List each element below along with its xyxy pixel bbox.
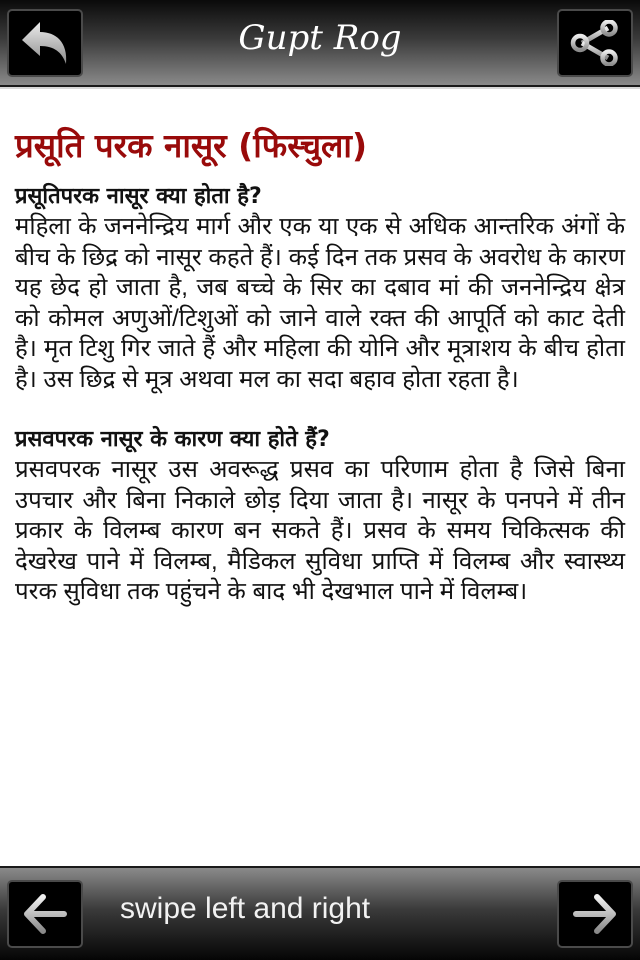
previous-button[interactable] bbox=[7, 880, 83, 948]
article-title: प्रसूति परक नासूर (फिस्चुला) bbox=[15, 126, 368, 165]
arrow-right-icon bbox=[571, 892, 619, 936]
section-what-is bbox=[15, 182, 625, 395]
arrow-left-icon bbox=[21, 892, 69, 936]
share-icon bbox=[570, 20, 620, 66]
section-heading: प्रसवपरक नासूर के कारण क्या होते हैं? bbox=[15, 427, 330, 452]
section-body: प्रसवपरक नासूर उस अवरूद्ध प्रसव का परिणाम होता है जिसे बिना उपचार और बिना निकाले छोड़ दिया जाता है। नासूर के पनपने में तीन प्रकार के विलम्ब कारण बन सकते हैं। प्रसव के समय चिकित्सक की देखरेख पाने में विलम्ब, मैडिकल सुविधा प्राप्ति में विलम्ब और स्वास्थ्य परक सुविधा तक पहुंचने के बाद भी देखभाल पाने में विलम्ब। bbox=[15, 456, 625, 605]
section-causes bbox=[15, 425, 625, 608]
section-body: महिला के जननेन्द्रिय मार्ग और एक या एक से अधिक आन्तरिक अंगों के बीच के छिद्र को नासूर कहते हैं। कई दिन तक प्रसव के अवरोध के कारण यह छेद हो जाता है, जब बच्चे के सिर का दबाव मां की जननेन्द्रिय क्षेत्र को कोमल अणुओं/टिशुओं को जाने वाले रक्त की आपूर्ति को काट देती है। मृत टिशु गिर जाते हैं और महिला की योनि और मूत्राशय के बीच होता है। उस छिद्र से मूत्र अथवा मल का सदा बहाव होता रहता है। bbox=[15, 213, 625, 393]
section-heading: प्रसूतिपरक नासूर क्या होता है? bbox=[15, 184, 262, 209]
swipe-footer bbox=[0, 866, 640, 960]
swipe-hint: swipe left and right bbox=[120, 892, 371, 925]
share-button[interactable] bbox=[557, 9, 633, 77]
app-title: Gupt Rog bbox=[238, 18, 402, 58]
next-button[interactable] bbox=[557, 880, 633, 948]
article-content[interactable] bbox=[0, 90, 640, 866]
app-header bbox=[0, 0, 640, 87]
